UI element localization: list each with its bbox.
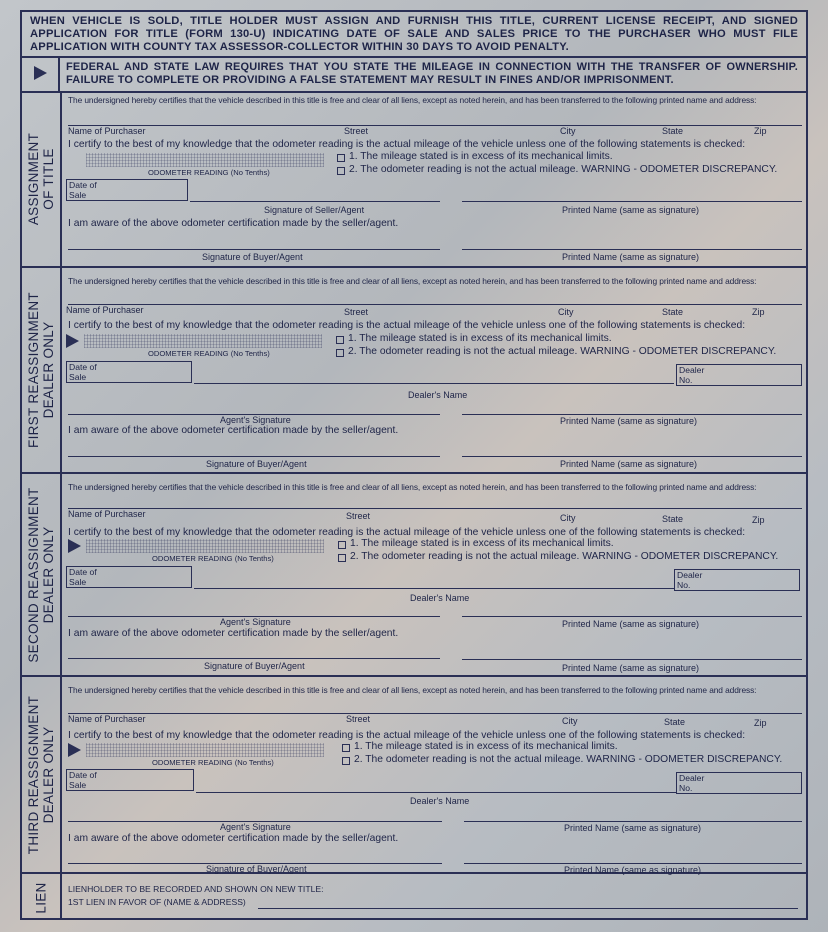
buyer-signature-label: Signature of Buyer/Agent: [204, 661, 305, 671]
street-label: Street: [346, 714, 371, 724]
printed-name-line[interactable]: [462, 201, 802, 202]
statement1-checkbox[interactable]: [342, 744, 350, 752]
street-label: Street: [344, 307, 369, 317]
street-label: Street: [344, 126, 369, 136]
statement2-checkbox[interactable]: [338, 554, 346, 562]
section-title: SECOND REASSIGNMENT DEALER ONLY: [26, 486, 56, 663]
certify-text: The undersigned hereby certifies that the vehicle described in this title is free and clear of all liens, except as noted herein, and has been transferred to the following printed name and address:: [68, 482, 757, 492]
printed-name-line[interactable]: [464, 821, 802, 822]
name-of-purchaser-label: Name of Purchaser: [66, 305, 144, 315]
buyer-printed-name-line[interactable]: [464, 863, 802, 864]
dealer-no-field[interactable]: [676, 364, 802, 386]
agent-signature-label: Agent's Signature: [220, 617, 291, 627]
printed-name-label: Printed Name (same as signature): [560, 416, 698, 426]
lien-label: LIEN: [33, 882, 49, 914]
second-reassignment-section: [22, 474, 806, 677]
statement1-checkbox[interactable]: [337, 154, 345, 162]
dealers-name-line[interactable]: [194, 383, 674, 384]
statement2-checkbox[interactable]: [336, 349, 344, 357]
arrow-right-icon: [66, 334, 79, 348]
zip-label: Zip: [754, 126, 767, 136]
section-sidebar: [22, 268, 62, 472]
arrow-cell: [22, 58, 60, 91]
dealers-name-line[interactable]: [194, 588, 674, 589]
buyer-printed-name-label: Printed Name (same as signature): [562, 663, 700, 673]
odometer-reading-field[interactable]: [84, 334, 322, 348]
purchaser-line[interactable]: [68, 304, 802, 305]
statement2-text: 2. The odometer reading is not the actual mileage. WARNING - ODOMETER DISCREPANCY.: [348, 346, 777, 357]
date-of-sale-label: Date of Sale: [69, 180, 97, 200]
zip-label: Zip: [754, 718, 767, 728]
odometer-certify-text: I certify to the best of my knowledge that the odometer reading is the actual mileage of the vehicle unless one of the following statements is checked:: [68, 730, 746, 741]
arrow-right-icon: [68, 743, 81, 757]
date-of-sale-field[interactable]: [66, 566, 192, 588]
first-reassignment-section: [22, 268, 806, 474]
date-of-sale-field[interactable]: [66, 769, 194, 791]
dealer-no-label: Dealer No.: [677, 570, 703, 590]
statement1-text: 1. The mileage stated is in excess of its mechanical limits.: [349, 151, 613, 162]
lienholder-heading: LIENHOLDER TO BE RECORDED AND SHOWN ON NEW TITLE:: [68, 884, 324, 894]
section-sidebar: [22, 91, 62, 266]
buyer-signature-label: Signature of Buyer/Agent: [206, 864, 307, 874]
statement2-text: 2. The odometer reading is not the actual mileage. WARNING - ODOMETER DISCREPANCY.: [354, 754, 783, 765]
statement1-checkbox[interactable]: [336, 336, 344, 344]
buyer-printed-name-line[interactable]: [462, 659, 802, 660]
certify-text: The undersigned hereby certifies that the vehicle described in this title is free and clear of all liens, except as noted herein, and has been transferred to the following printed name and address:: [68, 685, 757, 695]
section-content: [62, 91, 806, 266]
lien-sidebar: [22, 872, 62, 918]
printed-name-label: Printed Name (same as signature): [562, 205, 700, 215]
third-reassignment-section: [22, 677, 806, 874]
aware-text: I am aware of the above odometer certification made by the seller/agent.: [68, 628, 399, 639]
statement2-checkbox[interactable]: [337, 167, 345, 175]
arrow-right-icon: [68, 539, 81, 553]
statement2-checkbox[interactable]: [342, 757, 350, 765]
printed-name-label: Printed Name (same as signature): [564, 823, 702, 833]
odometer-certify-text: I certify to the best of my knowledge that the odometer reading is the actual mileage of the vehicle unless one of the following statements is checked:: [68, 527, 746, 538]
buyer-signature-line[interactable]: [68, 249, 440, 250]
mileage-warning: FEDERAL AND STATE LAW REQUIRES THAT YOU STATE THE MILEAGE IN CONNECTION WITH THE TRANSFER OF OWNERSHIP. FAILURE TO COMPLETE OR PROVIDING A FALSE STATEMENT MAY RESULT IN FINES AND/OR IMPRISONMENT.: [66, 61, 798, 86]
dealers-name-label: Dealer's Name: [410, 796, 470, 806]
odometer-certify-text: I certify to the best of my knowledge that the odometer reading is the actual mileage of the vehicle unless one of the following statements is checked:: [68, 139, 746, 150]
state-label: State: [664, 717, 686, 727]
statement2-text: 2. The odometer reading is not the actual mileage. WARNING - ODOMETER DISCREPANCY.: [350, 551, 779, 562]
buyer-signature-line[interactable]: [68, 658, 440, 659]
odometer-reading-field[interactable]: [86, 743, 324, 757]
section-content: [62, 677, 806, 875]
buyer-printed-name-label: Printed Name (same as signature): [562, 252, 700, 262]
dealers-name-label: Dealer's Name: [408, 390, 468, 400]
purchaser-line[interactable]: [68, 125, 802, 126]
printed-name-label: Printed Name (same as signature): [562, 619, 700, 629]
certify-text: The undersigned hereby certifies that the vehicle described in this title is free and clear of all liens, except as noted herein, and has been transferred to the following printed name and address:: [68, 95, 757, 105]
purchaser-line[interactable]: [68, 713, 802, 714]
odometer-certify-text: I certify to the best of my knowledge that the odometer reading is the actual mileage of the vehicle unless one of the following statements is checked:: [68, 320, 746, 331]
state-label: State: [662, 307, 684, 317]
buyer-signature-line[interactable]: [68, 456, 440, 457]
city-label: City: [562, 716, 578, 726]
statement1-text: 1. The mileage stated is in excess of its mechanical limits.: [348, 333, 612, 344]
dealers-name-label: Dealer's Name: [410, 593, 470, 603]
date-of-sale-label: Date of Sale: [69, 770, 97, 790]
first-lien-label: 1ST LIEN IN FAVOR OF (NAME & ADDRESS): [68, 897, 246, 907]
street-label: Street: [346, 511, 371, 521]
buyer-printed-name-label: Printed Name (same as signature): [560, 459, 698, 469]
buyer-printed-name-label: Printed Name (same as signature): [564, 865, 702, 875]
name-of-purchaser-label: Name of Purchaser: [68, 509, 146, 519]
odometer-reading-label: ODOMETER READING (No Tenths): [152, 758, 274, 767]
statement1-text: 1. The mileage stated is in excess of its mechanical limits.: [354, 741, 618, 752]
section-sidebar: [22, 677, 62, 872]
zip-label: Zip: [752, 307, 765, 317]
buyer-printed-name-line[interactable]: [462, 456, 802, 457]
printed-name-line[interactable]: [462, 414, 802, 415]
statement1-checkbox[interactable]: [338, 541, 346, 549]
first-lien-line[interactable]: [258, 908, 798, 909]
agent-signature-label: Agent's Signature: [220, 822, 291, 832]
arrow-right-icon: [34, 66, 47, 80]
name-of-purchaser-label: Name of Purchaser: [68, 126, 146, 136]
agent-signature-label: Agent's Signature: [220, 415, 291, 425]
odometer-reading-label: ODOMETER READING (No Tenths): [148, 168, 270, 177]
header-notice: WHEN VEHICLE IS SOLD, TITLE HOLDER MUST ASSIGN AND FURNISH THIS TITLE, CURRENT LICENSE RECEIPT, AND SIGNED APPLICATION FOR TITLE (FORM 130-U) INDICATING DATE OF SALE AND SALES PRICE TO THE PURCHASER WHO MUST FILE APPLICATION WITH COUNTY TAX ASSESSOR-COLLECTOR WITHIN 30 DAYS TO AVOID PENALTY.: [22, 12, 806, 58]
odometer-reading-label: ODOMETER READING (No Tenths): [148, 349, 270, 358]
section-sidebar: [22, 474, 62, 675]
odometer-reading-label: ODOMETER READING (No Tenths): [152, 554, 274, 563]
buyer-printed-name-line[interactable]: [462, 249, 802, 250]
date-of-sale-field[interactable]: [66, 361, 192, 383]
aware-text: I am aware of the above odometer certification made by the seller/agent.: [68, 833, 399, 844]
city-label: City: [560, 126, 576, 136]
aware-text: I am aware of the above odometer certification made by the seller/agent.: [68, 425, 399, 436]
purchaser-line[interactable]: [68, 508, 802, 509]
section-title: THIRD REASSIGNMENT DEALER ONLY: [26, 695, 56, 854]
date-of-sale-label: Date of Sale: [69, 362, 97, 382]
mileage-warning-row: [22, 58, 806, 93]
dealer-no-field[interactable]: [676, 772, 802, 794]
lien-section: [22, 872, 806, 918]
date-of-sale-label: Date of Sale: [69, 567, 97, 587]
state-label: State: [662, 514, 684, 524]
date-of-sale-field[interactable]: [66, 179, 188, 201]
statement2-text: 2. The odometer reading is not the actual mileage. WARNING - ODOMETER DISCREPANCY.: [349, 164, 778, 175]
assignment-section: [22, 91, 806, 268]
state-label: State: [662, 126, 684, 136]
dealers-name-line[interactable]: [196, 792, 676, 793]
printed-name-line[interactable]: [462, 616, 802, 617]
zip-label: Zip: [752, 515, 765, 525]
buyer-signature-label: Signature of Buyer/Agent: [206, 459, 307, 469]
section-content: [62, 268, 806, 472]
statement1-text: 1. The mileage stated is in excess of its mechanical limits.: [350, 538, 614, 549]
dealer-no-field[interactable]: [674, 569, 800, 591]
odometer-reading-field[interactable]: [86, 539, 324, 553]
odometer-reading-field[interactable]: [86, 153, 324, 167]
section-title: FIRST REASSIGNMENT DEALER ONLY: [26, 292, 56, 448]
city-label: City: [558, 307, 574, 317]
city-label: City: [560, 513, 576, 523]
dealer-no-label: Dealer No.: [679, 773, 705, 793]
certify-text: The undersigned hereby certifies that the vehicle described in this title is free and clear of all liens, except as noted herein, and has been transferred to the following printed name and address:: [68, 276, 757, 286]
name-of-purchaser-label: Name of Purchaser: [68, 714, 146, 724]
buyer-signature-label: Signature of Buyer/Agent: [202, 252, 303, 262]
section-content: [62, 474, 806, 675]
aware-text: I am aware of the above odometer certification made by the seller/agent.: [68, 218, 399, 229]
seller-signature-line[interactable]: [190, 201, 440, 202]
seller-signature-label: Signature of Seller/Agent: [264, 205, 365, 215]
dealer-no-label: Dealer No.: [679, 365, 705, 385]
section-title: ASSIGNMENT OF TITLE: [26, 132, 56, 225]
